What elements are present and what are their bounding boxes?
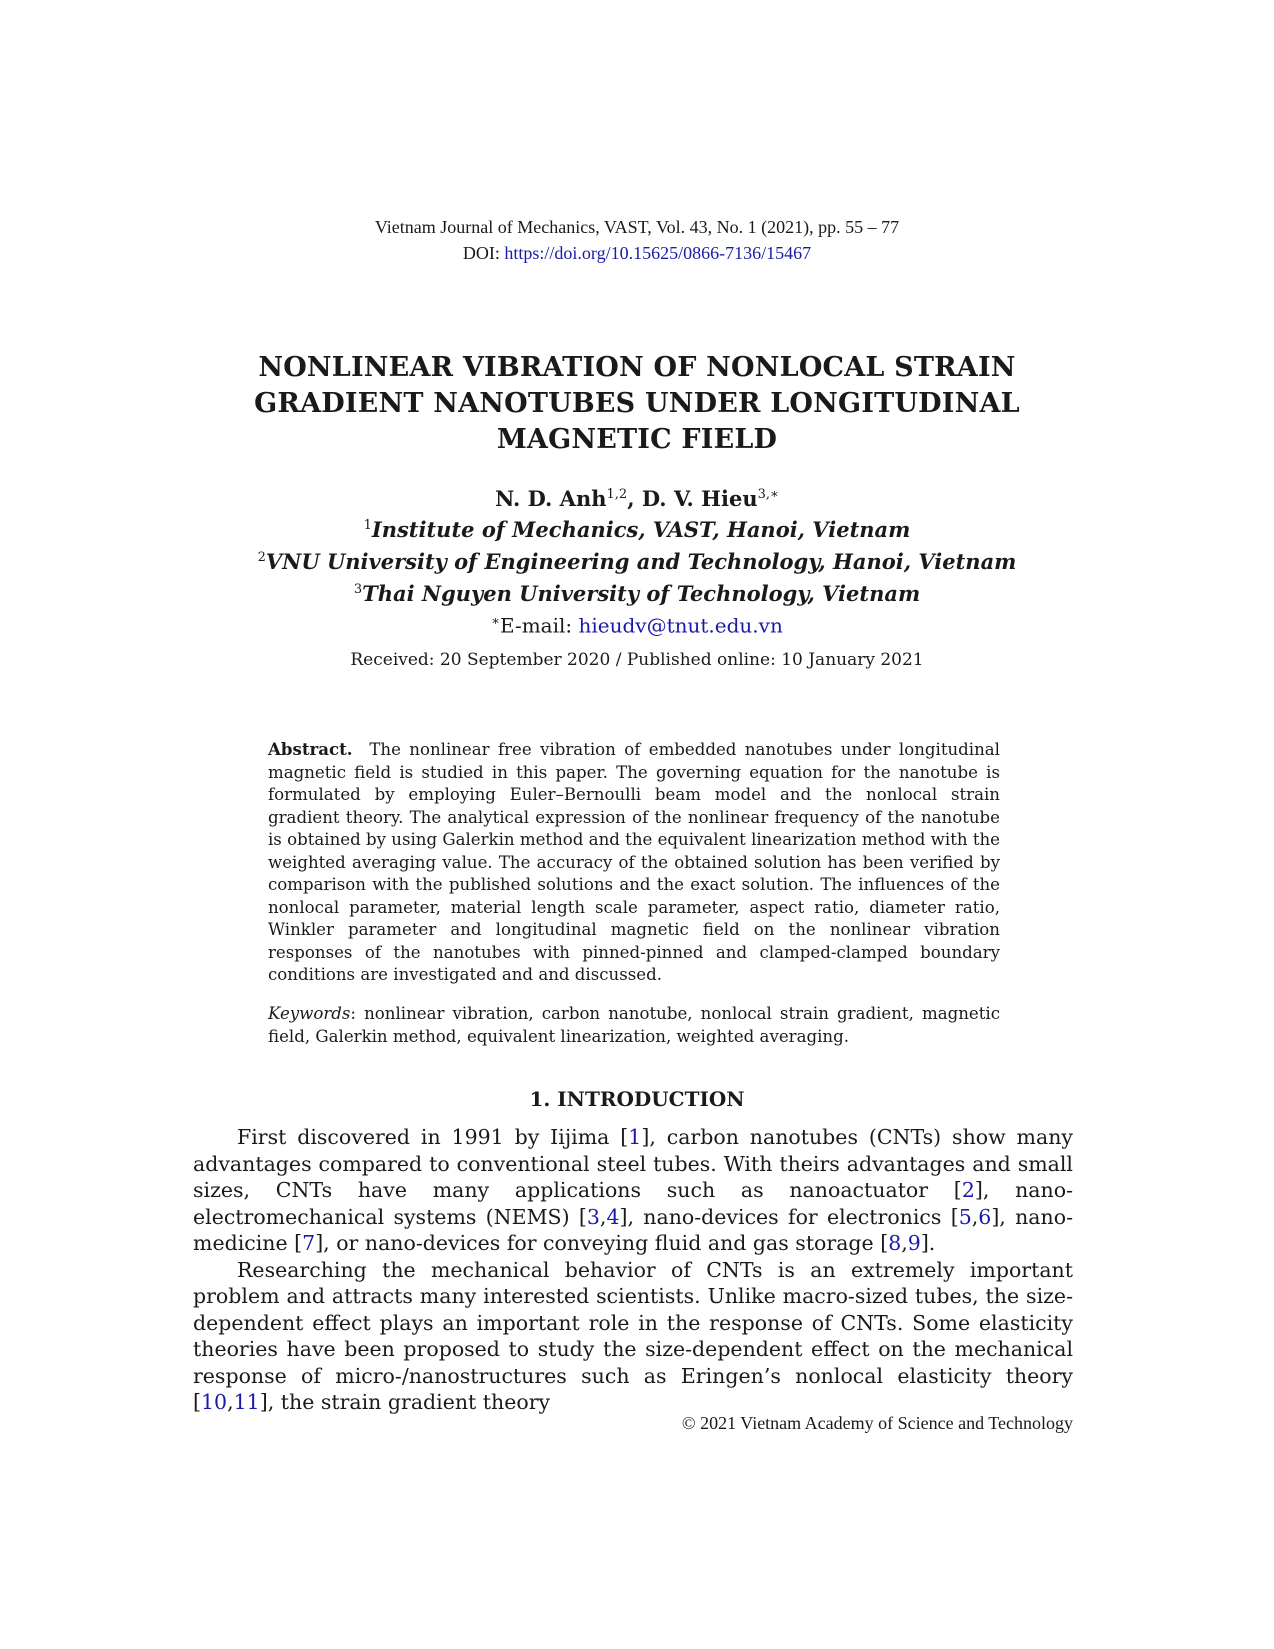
citation-link[interactable]: 10	[201, 1390, 228, 1414]
author-1-affil: 1,2	[606, 487, 628, 502]
keywords	[268, 1003, 1000, 1048]
title-line-1: NONLINEAR VIBRATION OF NONLOCAL STRAIN	[258, 352, 1016, 383]
citation-link[interactable]: 5	[958, 1204, 972, 1229]
citation-link[interactable]: 6	[978, 1204, 992, 1229]
title-line-3: MAGNETIC FIELD	[496, 424, 778, 455]
text-run: ], the strain gradient theory	[259, 1390, 551, 1414]
author-separator: ,	[627, 486, 642, 511]
affiliation-1-number: 1	[363, 518, 372, 533]
citation-link[interactable]: 4	[606, 1204, 620, 1229]
affiliation-2	[0, 544, 1274, 576]
text-run: ], or nano-devices for conveying fluid and gas storage [	[315, 1231, 889, 1255]
email-marker: ∗	[491, 614, 500, 629]
text-run: ], nano-electromechanical systems (NEMS) [	[193, 1178, 1073, 1229]
text-run: Researching the mechanical behavior of CNTs is an extremely important problem and attracts many interested scientists. Unlike macro-sized tubes, the size-dependent effect plays an important role in the response of CNTs. Some elasticity theories have been proposed to study the size-dependent effect on the mechanical response of micro-/nanostructures such as Eringen’s nonlocal elasticity theory [	[193, 1257, 1073, 1414]
abstract	[268, 738, 1000, 987]
affiliation-2-number: 2	[257, 550, 266, 565]
doi-line	[0, 240, 1274, 266]
email-label: E-mail:	[499, 613, 579, 638]
text-run: ], nano-medicine [	[193, 1204, 1073, 1255]
intro-paragraph-1	[193, 1124, 1073, 1257]
citation-link[interactable]: 3	[586, 1204, 600, 1229]
citation-link[interactable]: 8	[888, 1231, 902, 1255]
author-2-affil: 3,∗	[757, 487, 779, 502]
affiliation-1-text: Institute of Mechanics, VAST, Hanoi, Vietnam	[371, 517, 911, 542]
text-run: ].	[920, 1231, 936, 1255]
citation-link[interactable]: 11	[233, 1390, 260, 1414]
citation-link[interactable]: 7	[302, 1231, 316, 1255]
text-run: ,	[971, 1204, 979, 1229]
text-run: ], nano-devices for electronics [	[619, 1204, 959, 1229]
text-run: ,	[901, 1231, 908, 1255]
intro-paragraph-2	[193, 1257, 1073, 1416]
affiliation-3	[0, 576, 1274, 608]
abstract-label: Abstract.	[268, 739, 353, 759]
email-link[interactable]: hieudv@tnut.edu.vn	[578, 613, 783, 638]
keywords-label: Keywords	[268, 1004, 351, 1023]
citation-link[interactable]: 9	[907, 1231, 921, 1255]
affiliation-1	[0, 512, 1274, 544]
email-line	[0, 608, 1274, 640]
text-run: ,	[227, 1390, 234, 1414]
citation-link[interactable]: 2	[961, 1178, 975, 1202]
title-line-2: GRADIENT NANOTUBES UNDER LONGITUDINAL	[254, 388, 1020, 419]
doi-label: DOI:	[462, 243, 505, 263]
section-heading: 1. INTRODUCTION	[529, 1087, 745, 1111]
author-2: D. V. Hieu	[641, 486, 758, 511]
introduction-body	[193, 1124, 1073, 1416]
copyright-notice: © 2021 Vietnam Academy of Science and Technology	[681, 1413, 1073, 1433]
author-line	[0, 482, 1274, 512]
paper-title	[0, 350, 1274, 458]
abstract-text: The nonlinear free vibration of embedded nanotubes under longitudinal magnetic field is studied in this paper. The governing equation for the nanotube is formulated by employing Euler–Bernoulli beam model and the nonlocal strain gradient theory. The analytical expression of the nonlinear frequency of the nanotube is obtained by using Galerkin method and the equivalent linearization method with the weighted averaging value. The accuracy of the obtained solution has been verified by comparison with the published solutions and the exact solution. The influences of the nonlocal parameter, material length scale parameter, aspect ratio, diameter ratio, Winkler parameter and longitudinal magnetic field on the nonlinear vibration responses of the nanotubes with pinned-pinned and clamped-clamped boundary conditions are investigated and and discussed.	[268, 740, 1000, 984]
text-run: First discovered in 1991 by Iijima [	[237, 1125, 629, 1149]
keywords-text: : nonlinear vibration, carbon nanotube, nonlocal strain gradient, magnetic field, Galerkin method, equivalent linearization, weighted averaging.	[268, 1004, 1000, 1046]
citation-link[interactable]: 1	[628, 1125, 642, 1149]
affiliation-2-text: VNU University of Engineering and Technology, Hanoi, Vietnam	[265, 549, 1017, 574]
journal-header	[0, 214, 1274, 266]
author-1: N. D. Anh	[495, 486, 607, 511]
affiliation-3-text: Thai Nguyen University of Technology, Vietnam	[362, 581, 921, 606]
affiliation-3-number: 3	[353, 582, 363, 597]
doi-link[interactable]: https://doi.org/10.15625/0866-7136/15467	[504, 243, 812, 263]
text-run: ,	[599, 1204, 607, 1229]
received-dates: Received: 20 September 2020 / Published online: 10 January 2021	[350, 650, 924, 670]
text-run: ], carbon nanotubes (CNTs) show many advantages compared to conventional steel tubes. With theirs advantages and small sizes, CNTs have many applications such as nanoactuator [	[193, 1125, 1073, 1202]
author-block	[0, 482, 1274, 640]
journal-citation: Vietnam Journal of Mechanics, VAST, Vol. 43, No. 1 (2021), pp. 55 – 77	[374, 217, 900, 237]
